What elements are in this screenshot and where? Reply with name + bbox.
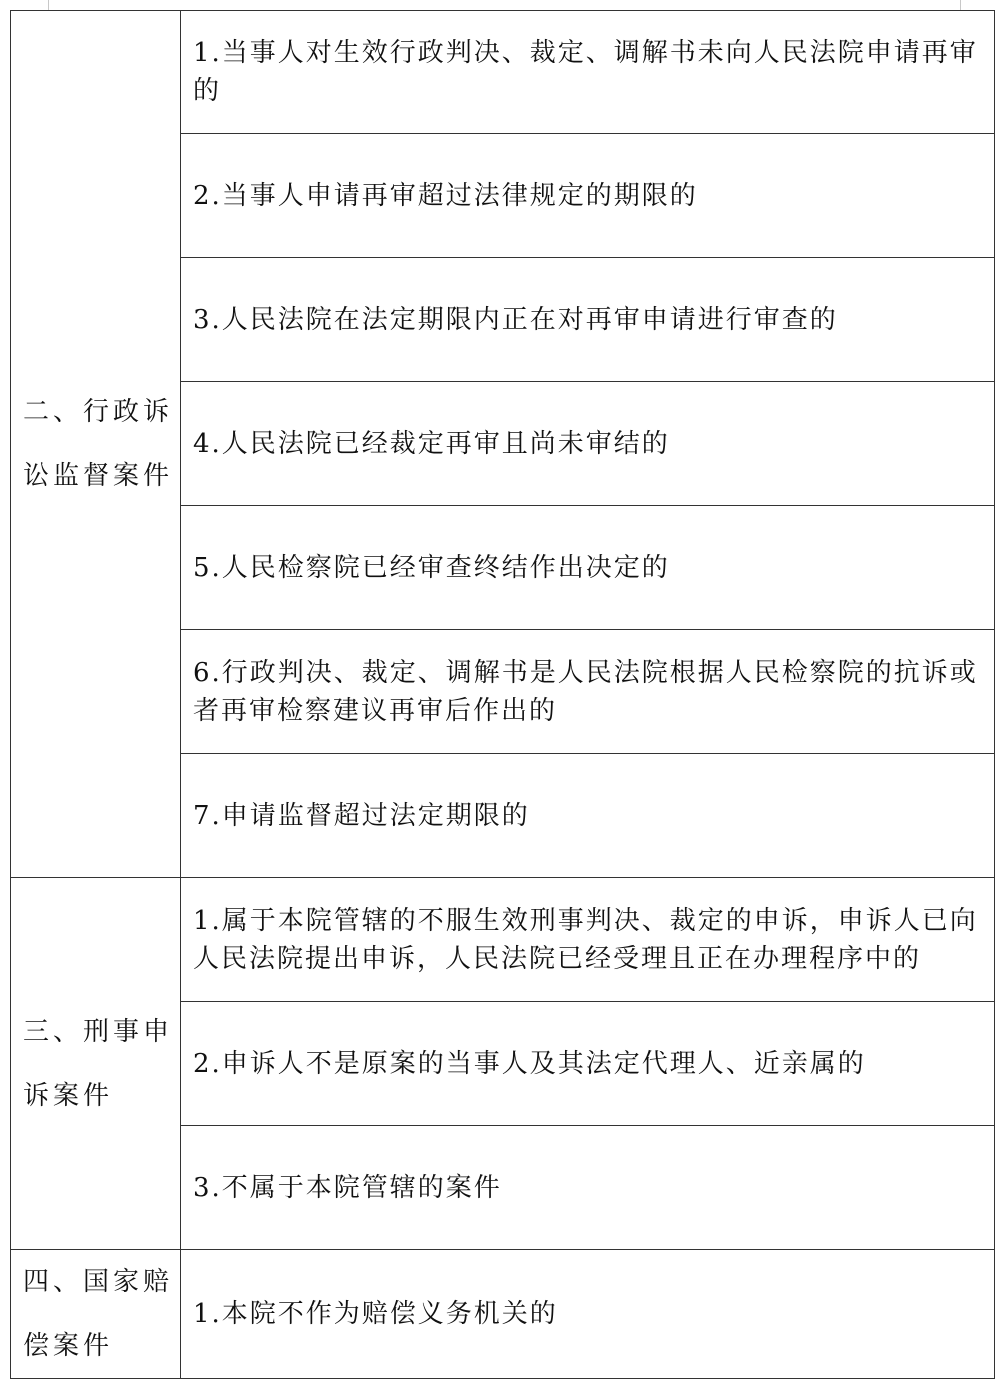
- item-text: 3.不属于本院管辖的案件: [193, 1172, 502, 1203]
- item-text: 1.属于本院管辖的不服生效刑事判决、裁定的申诉，申诉人已向人民法院提出申诉，人民法院已经受理且正在办理程序中的: [193, 905, 978, 974]
- list-item: [181, 630, 995, 754]
- list-item: [181, 754, 995, 878]
- list-item: [181, 382, 995, 506]
- list-item: [181, 134, 995, 258]
- item-text: 1.当事人对生效行政判决、裁定、调解书未向人民法院申请再审的: [193, 38, 978, 106]
- list-item: [181, 11, 995, 134]
- list-item: [181, 1126, 995, 1250]
- table-row: [11, 1250, 995, 1379]
- item-text: 7.申请监督超过法定期限的: [193, 800, 530, 831]
- category-cell-criminal: 三、刑事申诉案件: [11, 878, 181, 1250]
- item-text: 1.本院不作为赔偿义务机关的: [193, 1299, 558, 1329]
- item-text: 3.人民法院在法定期限内正在对再审申请进行审查的: [193, 304, 838, 335]
- list-item: [181, 258, 995, 382]
- case-type-table: [10, 10, 995, 1379]
- list-item: [181, 878, 995, 1002]
- list-item: [181, 1002, 995, 1126]
- item-text: 5.人民检察院已经审查终结作出决定的: [193, 552, 670, 583]
- list-item: [181, 506, 995, 630]
- item-text: 2.申诉人不是原案的当事人及其法定代理人、近亲属的: [193, 1048, 866, 1079]
- table-row: [11, 11, 995, 134]
- list-item: [181, 1250, 995, 1379]
- category-cell-administrative: 二、行政诉讼监督案件: [11, 11, 181, 878]
- item-text: 2.当事人申请再审超过法律规定的期限的: [193, 180, 698, 211]
- category-cell-compensation: 四、国家赔偿案件: [11, 1250, 181, 1379]
- item-text: 6.行政判决、裁定、调解书是人民法院根据人民检察院的抗诉或者再审检察建议再审后作出的: [193, 657, 978, 726]
- table-row: [11, 878, 995, 1002]
- item-text: 4.人民法院已经裁定再审且尚未审结的: [193, 428, 670, 459]
